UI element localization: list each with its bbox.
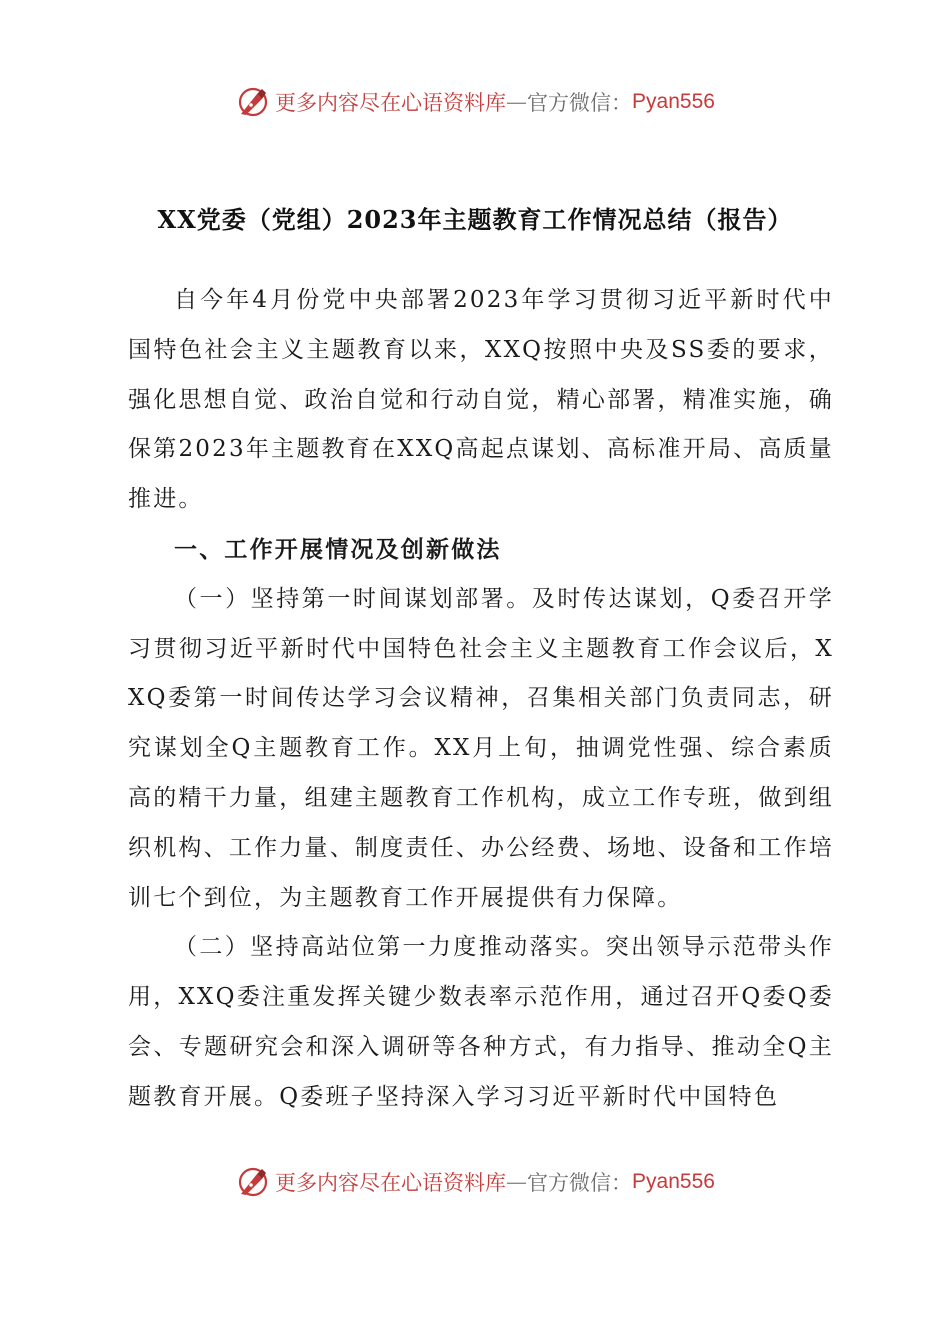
document-body <box>128 276 834 1123</box>
footer-watermark-banner <box>0 1160 950 1204</box>
pen-nib-logo-icon <box>235 84 271 120</box>
banner-separator: — <box>506 1170 528 1194</box>
item-paragraph-2: （二）坚持高站位第一力度推动落实。突出领导示范带头作用，XXQ委注重发挥关键少数表率示范作用，通过召开Q委Q委会、专题研究会和深入调研等各种方式，有力指导、推动全Q主题教育开展。Q委班子坚持深入学习习近平新时代中国特色 <box>128 934 834 1110</box>
item-paragraph-1: （一）坚持第一时间谋划部署。及时传达谋划，Q委召开学习贯彻习近平新时代中国特色社会主义主题教育工作会议后，XXQ委第一时间传达学习会议精神，召集相关部门负责同志，研究谋划全Q主题教育工作。XX月上旬，抽调党性强、综合素质高的精干力量，组建主题教育工作机构，成立工作专班，做到组织机构、工作力量、制度责任、办公经费、场地、设备和工作培训七个到位，为主题教育工作开展提供有力保障。 <box>128 585 834 911</box>
pen-nib-logo-icon <box>235 1164 271 1200</box>
document-title: XX党委（党组）2023年主题教育工作情况总结（报告） <box>157 205 793 234</box>
banner-text: 更多内容尽在心语资料库 <box>275 1171 507 1195</box>
banner-text: 更多内容尽在心语资料库 <box>275 91 507 115</box>
banner-wechat-id: Pyan556 <box>632 90 715 113</box>
intro-paragraph: 自今年4月份党中央部署2023年学习贯彻习近平新时代中国特色社会主义主题教育以来，XXQ按照中央及SS委的要求，强化思想自觉、政治自觉和行动自觉，精心部署，精准实施，确保第2023年主题教育在XXQ高起点谋划、高标准开局、高质量推进。 <box>128 287 834 513</box>
banner-wechat-id: Pyan556 <box>632 1170 715 1193</box>
banner-wechat-label: 官方微信： <box>527 1171 633 1195</box>
section-heading: 一、工作开展情况及创新做法 <box>174 535 502 563</box>
banner-wechat-label: 官方微信： <box>527 91 633 115</box>
header-watermark-banner <box>0 80 950 124</box>
banner-separator: — <box>506 90 528 114</box>
